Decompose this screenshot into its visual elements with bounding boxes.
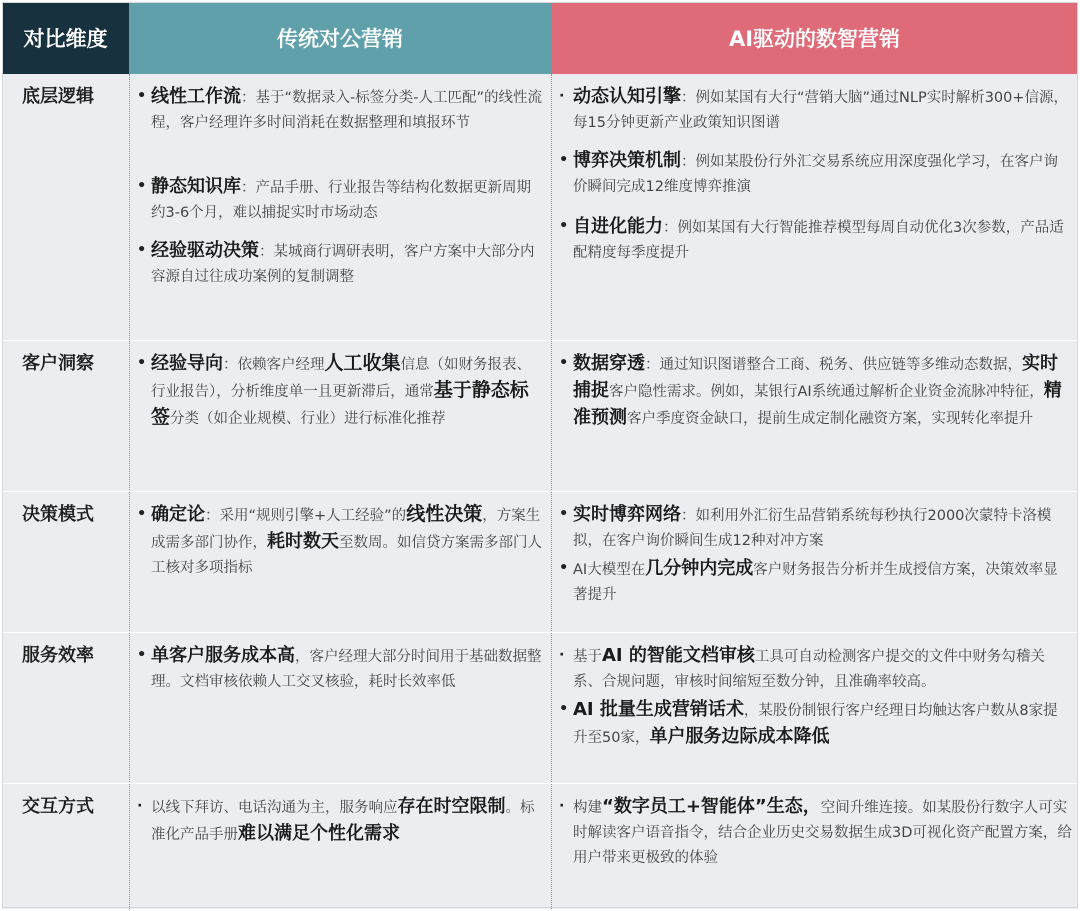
header-ai: AI驱动的数智营销 xyxy=(551,2,1078,74)
row-decision-mode xyxy=(2,491,1078,633)
item-text: 工具可自动检测客户提交的文件中财务勾稽关系、合规问题，审核时间缩短至数分钟，且准确率较高。 xyxy=(573,649,1045,690)
comparison-table xyxy=(2,2,1078,908)
ai-cell xyxy=(551,784,1078,909)
list-item xyxy=(551,697,1072,751)
list-item xyxy=(129,238,545,290)
bullet-icon: • xyxy=(559,218,569,234)
item-title: 线性工作流 xyxy=(151,86,241,107)
row-service-efficiency xyxy=(2,632,1078,784)
traditional-cell xyxy=(129,492,552,633)
bullet-icon: · xyxy=(559,798,565,814)
bullet-icon: • xyxy=(559,355,569,371)
item-text: ：通过知识图谱整合工商、税务、供应链等多维动态数据， xyxy=(645,357,1022,373)
item-title: 动态认知引擎 xyxy=(573,86,681,107)
item-text: ：如利用外汇衍生品营销系统每秒执行2000次蒙特卡洛模拟，在客户询价瞬间生成12种对冲方案 xyxy=(573,508,1052,549)
item-emphasis: 线性决策 xyxy=(406,503,483,525)
item-text: ：例如某国有大行智能推荐模型每周自动优化3次参数，产品适配精度每季度提升 xyxy=(573,220,1064,261)
item-emphasis: AI 的智能文档审核 xyxy=(602,645,755,666)
row-label-cell xyxy=(2,341,130,492)
list-item xyxy=(551,351,1072,432)
list-item xyxy=(551,643,1072,695)
bullet-icon: • xyxy=(137,242,147,258)
bullet-icon: · xyxy=(559,88,565,104)
row-label-cell xyxy=(2,492,130,633)
item-title: 经验驱动决策 xyxy=(151,240,259,261)
list-item xyxy=(129,643,545,695)
item-text: 客户季度资金缺口，提前生成定制化融资方案，实现转化率提升 xyxy=(627,411,1033,427)
bullet-icon: • xyxy=(559,701,569,717)
traditional-cell xyxy=(129,633,552,784)
row-label: 底层逻辑 xyxy=(22,86,94,107)
list-item xyxy=(129,502,545,581)
item-title: AI 批量生成营销话术 xyxy=(573,699,744,720)
item-emphasis: 单户服务边际成本降低 xyxy=(649,726,830,747)
ai-cell xyxy=(551,74,1078,340)
traditional-cell xyxy=(129,341,552,492)
bullet-icon: • xyxy=(559,152,569,168)
traditional-cell xyxy=(129,74,552,340)
row-label: 决策模式 xyxy=(22,504,94,525)
row-interaction-mode xyxy=(2,783,1078,909)
item-text: 客户财务报告分析并生成授信方案，决策效率显著提升 xyxy=(573,562,1058,603)
bullet-icon: • xyxy=(137,88,147,104)
item-text: ，方案生成需多部门协作， xyxy=(151,508,541,551)
row-label-cell xyxy=(2,74,130,340)
item-emphasis: 几分钟内完成 xyxy=(645,558,754,579)
row-label: 客户洞察 xyxy=(22,353,94,374)
item-title: 静态知识库 xyxy=(151,176,241,197)
item-emphasis: 难以满足个性化需求 xyxy=(238,823,400,844)
row-label: 服务效率 xyxy=(22,645,94,666)
list-item xyxy=(129,794,545,848)
item-text: 分类（如企业规模、行业）进行标准化推荐 xyxy=(170,411,446,427)
item-text: ：产品手册、行业报告等结构化数据更新周期约3-6个月，难以捕捉实时市场动态 xyxy=(151,180,531,221)
item-emphasis: 基于静态标签 xyxy=(151,379,529,428)
item-text: 基于 xyxy=(573,649,602,665)
item-text: ，客户经理大部分时间用于基础数据整理。文档审核依赖人工交叉核验，耗时长效率低 xyxy=(151,649,542,690)
item-title: 确定论 xyxy=(151,504,205,525)
list-item xyxy=(551,794,1072,871)
item-emphasis: “数字员工+智能体”生态， xyxy=(602,796,821,817)
item-text: ，某股份制银行客户经理日均触达客户数从8家提升至50家， xyxy=(573,703,1058,746)
item-text: ：基于“数据录入-标签分类-人工匹配”的线性流程，客户经理许多时间消耗在数据整理和填报环节 xyxy=(151,90,542,131)
item-text: 信息（如财务报表、行业报告），分析维度单一且更新滞后，通常 xyxy=(151,357,532,400)
item-title: 数据穿透 xyxy=(573,353,645,374)
list-item xyxy=(551,502,1072,554)
bullet-icon: • xyxy=(137,506,147,522)
item-title: 博弈决策机制 xyxy=(573,150,681,171)
traditional-cell xyxy=(129,784,552,909)
bullet-icon: · xyxy=(559,647,565,663)
item-text: ：某城商行调研表明，客户方案中大部分内容源自过往成功案例的复制调整 xyxy=(151,244,535,285)
row-customer-insight xyxy=(2,340,1078,492)
bullet-icon: · xyxy=(137,798,143,814)
header-dimension: 对比维度 xyxy=(2,2,129,74)
item-title: 单客户服务成本高 xyxy=(151,645,295,666)
item-title: 自进化能力 xyxy=(573,216,663,237)
ai-cell xyxy=(551,341,1078,492)
list-item xyxy=(551,214,1072,266)
row-label: 交互方式 xyxy=(22,796,94,817)
item-text: AI大模型在 xyxy=(573,562,646,578)
item-emphasis: 耗时数天 xyxy=(267,531,339,552)
item-text: 构建 xyxy=(573,800,602,816)
item-text: 空间升维连接。如某股份行数字人可实时解读客户语音指令，结合企业历史交易数据生成3D可视化资产配置方案，给用户带来更极致的体验 xyxy=(573,800,1072,866)
item-emphasis: 人工收集 xyxy=(324,352,401,374)
item-text: 客户隐性需求。例如，某银行AI系统通过解析企业资金流脉冲特征， xyxy=(609,384,1044,400)
bullet-icon: • xyxy=(559,560,569,576)
item-emphasis: 存在时空限制 xyxy=(397,796,506,817)
item-title: 实时博弈网络 xyxy=(573,504,681,525)
item-text: ：依赖客户经理 xyxy=(223,357,325,373)
ai-cell xyxy=(551,633,1078,784)
item-emphasis: 实时捕捉 xyxy=(573,353,1058,401)
header-traditional: 传统对公营销 xyxy=(129,2,551,74)
row-label-cell xyxy=(2,784,130,909)
list-item xyxy=(129,174,545,226)
list-item xyxy=(551,148,1072,200)
item-text: 以线下拜访、电话沟通为主，服务响应 xyxy=(151,800,398,816)
list-item xyxy=(129,84,545,136)
list-item xyxy=(551,556,1072,608)
item-text: 至数周。如信贷方案需多部门人工核对多项指标 xyxy=(151,535,542,576)
item-emphasis: 精准预测 xyxy=(573,380,1062,428)
ai-cell xyxy=(551,492,1078,633)
item-text: ：采用“规则引擎+人工经验”的 xyxy=(205,508,407,524)
row-underlying-logic xyxy=(2,74,1078,340)
bullet-icon: • xyxy=(559,506,569,522)
item-text: 。标准化产品手册 xyxy=(151,800,535,843)
item-text: ：例如某股份行外汇交易系统应用深度强化学习，在客户询价瞬间完成12维度博弈推演 xyxy=(573,154,1058,195)
list-item xyxy=(129,351,545,432)
bullet-icon: • xyxy=(137,178,147,194)
item-text: ：例如某国有大行“营销大脑”通过NLP实时解析300+信源，每15分钟更新产业政策知识图谱 xyxy=(573,90,1069,131)
row-label-cell xyxy=(2,633,130,784)
item-title: 经验导向 xyxy=(151,353,223,374)
bullet-icon: • xyxy=(137,647,147,663)
list-item xyxy=(551,84,1072,136)
bullet-icon: • xyxy=(137,355,147,371)
